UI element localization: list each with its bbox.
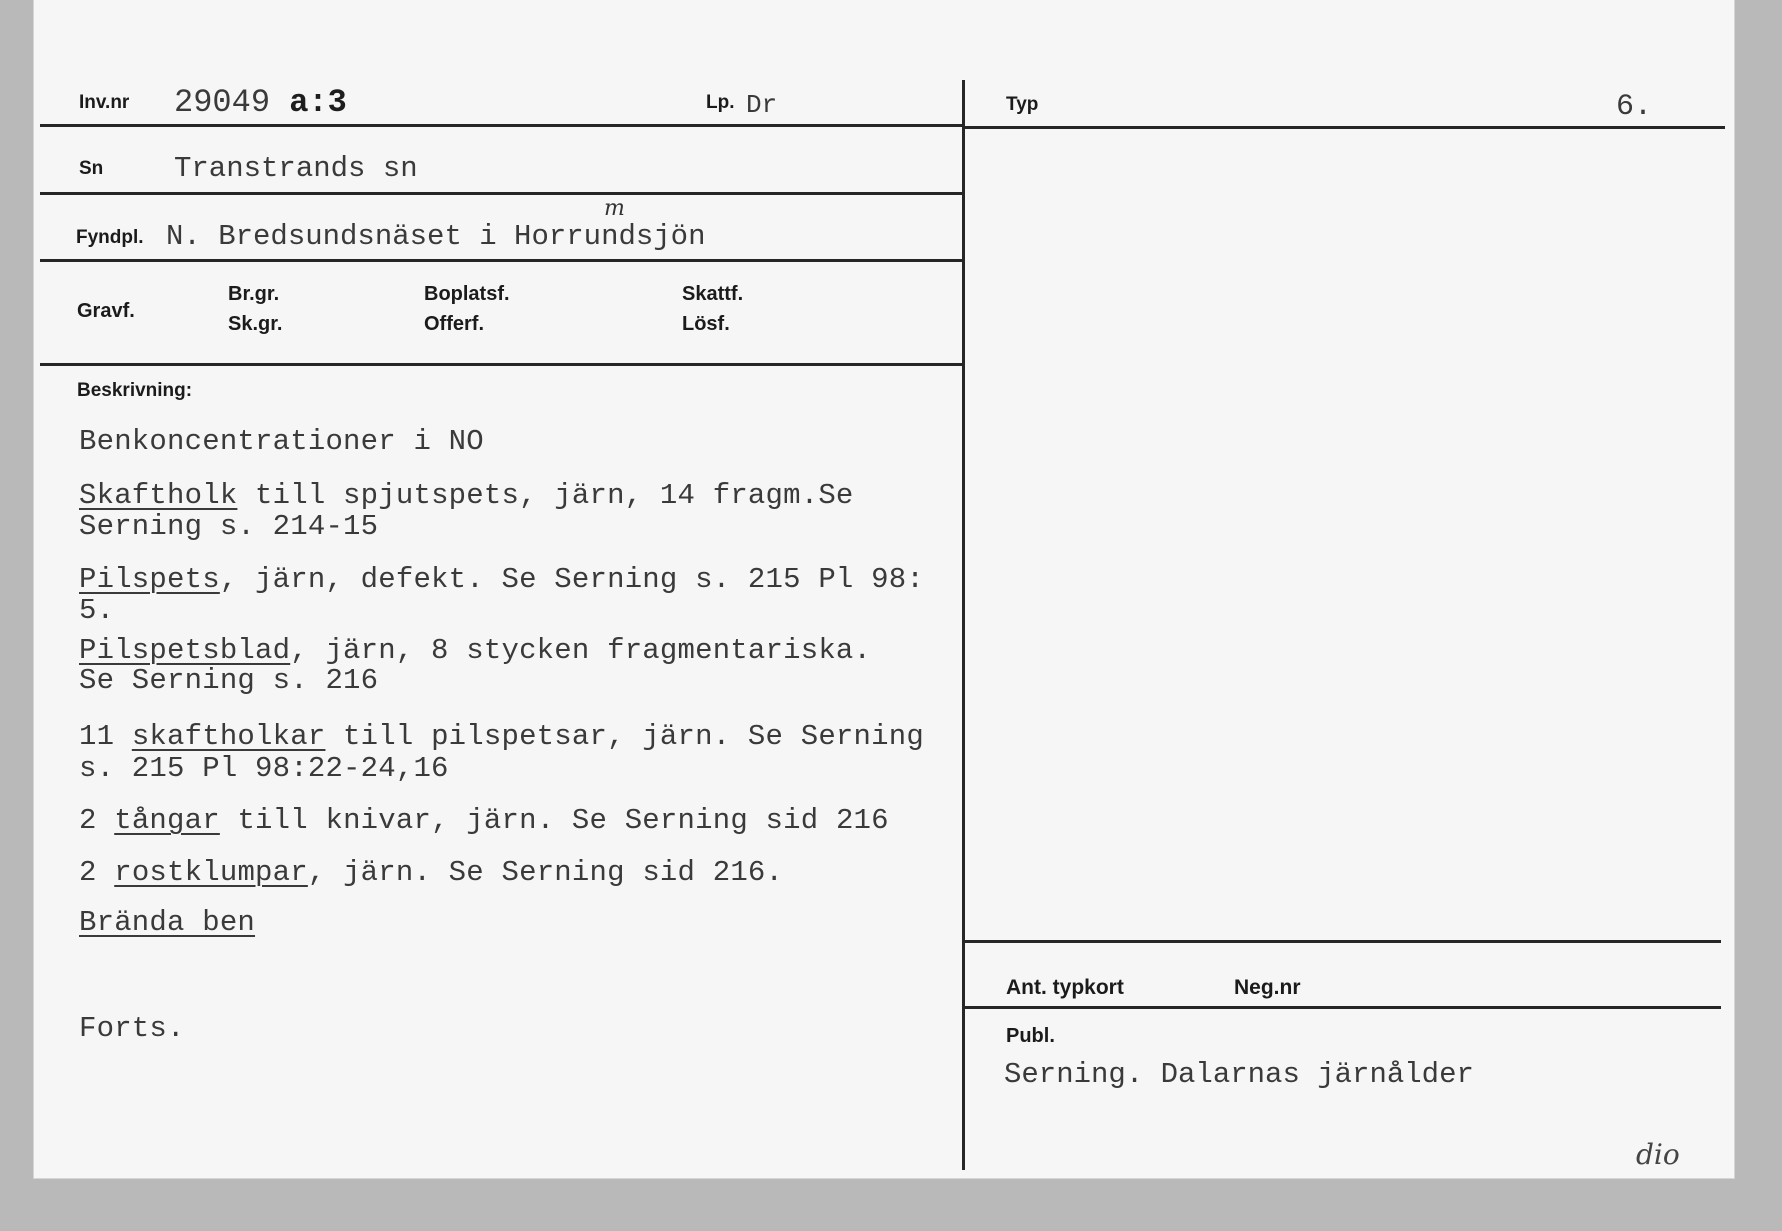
description-text: s. 215 Pl 98:22-24,16	[79, 752, 449, 785]
typ-label: Typ	[1006, 94, 1039, 115]
fyndpl-value: N. Bredsundsnäset i Horrundsjön	[166, 220, 706, 253]
sn-value: Transtrands sn	[174, 152, 418, 185]
description-text: till pilspetsar, järn. Se Serning	[325, 720, 924, 753]
find-term-tangar: tångar	[114, 804, 220, 837]
divider-sn	[40, 192, 962, 195]
divider-neg-nr	[965, 1006, 1721, 1009]
beskrivning-label: Beskrivning:	[77, 380, 193, 401]
description-text: 2	[79, 856, 115, 889]
signature-initials: dio	[1636, 1138, 1680, 1171]
divider-header-right	[965, 126, 1725, 129]
neg-nr-label: Neg.nr	[1234, 976, 1301, 999]
description-text: , järn. Se Serning sid 216.	[307, 856, 784, 889]
offerf-label: Offerf.	[424, 313, 484, 335]
inv-nr-suffix: a:3	[289, 84, 347, 121]
divider-fyndpl	[40, 259, 962, 262]
find-term-pilspetsblad: Pilspetsblad	[79, 634, 291, 667]
divider-header	[40, 124, 962, 127]
description-text: Serning s. 214-15	[79, 510, 379, 543]
divider-gravf	[40, 363, 962, 366]
inv-nr-number: 29049	[174, 84, 271, 121]
description-line	[79, 479, 854, 512]
find-term-rostklumpar: rostklumpar	[114, 856, 308, 889]
description-line	[79, 856, 783, 889]
description-line	[79, 752, 449, 785]
description-line	[79, 720, 924, 753]
skgr-label: Sk.gr.	[228, 313, 283, 335]
description-line	[79, 510, 378, 543]
inv-nr-value	[174, 84, 347, 121]
fyndpl-label: Fyndpl.	[76, 227, 144, 248]
sn-label: Sn	[79, 158, 104, 179]
description-text: till spjutspets, järn, 14 fragm.Se	[237, 479, 854, 512]
typ-value: 6.	[1616, 90, 1653, 124]
boplatsf-label: Boplatsf.	[424, 283, 510, 305]
description-text: till knivar, järn. Se Serning sid 216	[219, 804, 889, 837]
description-line	[79, 664, 378, 697]
description-text: 2	[79, 804, 115, 837]
description-text: 5.	[79, 594, 115, 627]
losf-label: Lösf.	[682, 313, 730, 335]
brgr-label: Br.gr.	[228, 283, 280, 305]
description-text: Se Serning s. 216	[79, 664, 379, 697]
description-line	[79, 425, 484, 458]
lp-label: Lp.	[706, 92, 735, 113]
gravf-label: Gravf.	[77, 300, 135, 322]
forts-text	[79, 1012, 185, 1045]
fyndpl-correction: m	[604, 196, 625, 221]
publ-value: Serning. Dalarnas järnålder	[1004, 1058, 1474, 1091]
inv-nr-label: Inv.nr	[79, 92, 130, 113]
find-term-skaftholk: Skaftholk	[79, 479, 238, 512]
lp-value: Dr	[746, 90, 778, 120]
description-text: 11	[79, 720, 132, 753]
skattf-label: Skattf.	[682, 283, 744, 305]
description-text: Benkoncentrationer i NO	[79, 425, 484, 458]
description-line	[79, 804, 889, 837]
description-text: Forts.	[79, 1012, 185, 1045]
find-term-branda-ben: Brända ben	[79, 906, 256, 939]
publ-label: Publ.	[1006, 1025, 1055, 1047]
description-line	[79, 634, 871, 667]
description-line	[79, 594, 114, 627]
divider-ant-typkort	[965, 940, 1721, 943]
description-text: , järn, defekt. Se Serning s. 215 Pl 98:	[219, 563, 924, 596]
description-line	[79, 563, 924, 596]
find-term-skaftholkar: skaftholkar	[131, 720, 326, 753]
description-line	[79, 906, 255, 939]
find-term-pilspets: Pilspets	[79, 563, 220, 596]
description-text: , järn, 8 stycken fragmentariska.	[290, 634, 872, 667]
ant-typkort-label: Ant. typkort	[1006, 976, 1124, 999]
